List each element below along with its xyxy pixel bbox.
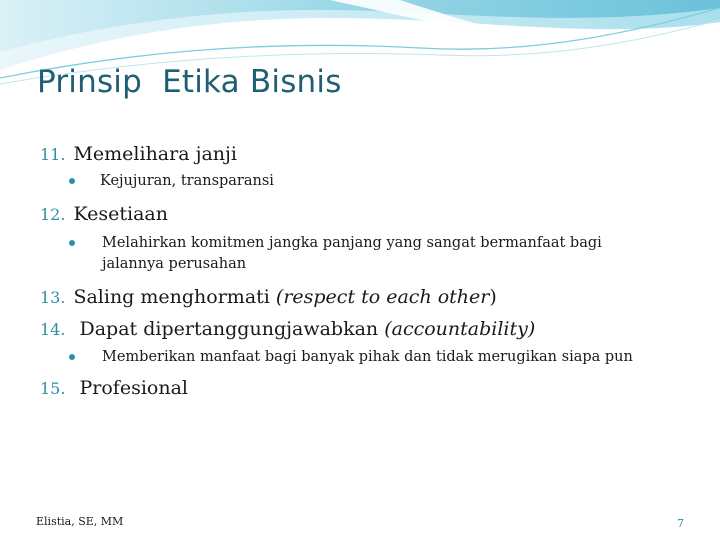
item-text-italic: (respect to each other: [275, 286, 490, 308]
footer-author: Elistia, SE, MM: [36, 515, 124, 528]
item-text: Memelihara janji: [73, 143, 238, 165]
sub-item-text: Memberikan manfaat bagi banyak pihak dan tidak merugikan siapa pun: [102, 349, 633, 365]
sub-item: [40, 347, 690, 368]
list-item: [40, 283, 690, 312]
list-item: [40, 374, 690, 403]
list-item: [40, 140, 690, 169]
item-number: 14.: [40, 320, 66, 339]
content-list: [40, 140, 690, 403]
item-text-italic: (accountability): [384, 318, 536, 340]
item-number: 11.: [40, 145, 66, 164]
item-text-suffix: ): [489, 286, 497, 308]
item-text: Profesional: [73, 377, 188, 399]
bullet-icon: [69, 178, 75, 184]
list-item: [40, 315, 690, 344]
item-number: 12.: [40, 205, 66, 224]
slide-title: Prinsip Etika Bisnis: [37, 64, 342, 100]
sub-item-text: Kejujuran, transparansi: [100, 173, 274, 189]
item-text: Kesetiaan: [73, 203, 168, 225]
sub-item-text: Melahirkan komitmen jangka panjang yang sangat bermanfaat bagi jalannya perusahan: [102, 235, 602, 272]
bullet-icon: [69, 240, 75, 246]
item-text: Dapat dipertanggungjawabkan: [73, 318, 385, 340]
sub-item: [40, 171, 690, 192]
bullet-icon: [69, 354, 75, 360]
page-number: 7: [677, 517, 684, 530]
item-text: Saling menghormati: [73, 286, 276, 308]
item-number: 13.: [40, 288, 66, 307]
sub-item: [40, 233, 662, 275]
list-item: [40, 200, 690, 229]
item-number: 15.: [40, 379, 66, 398]
